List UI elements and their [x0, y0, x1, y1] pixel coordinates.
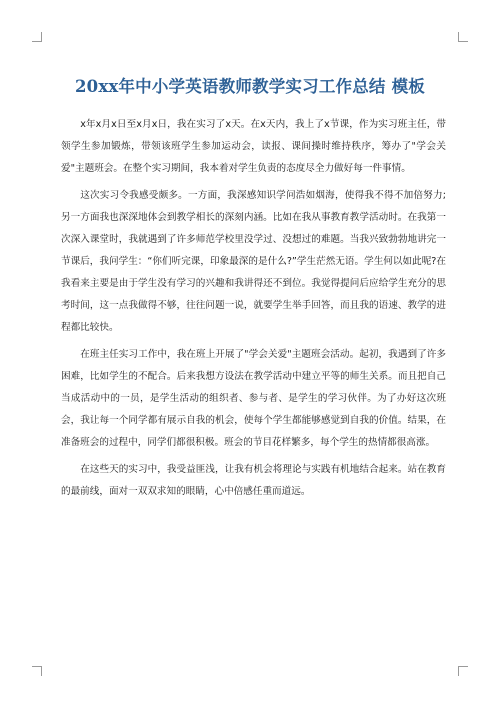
paragraph-3: 在班主任实习工作中，我在班上开展了"学会关爱"主题班会活动。起初，我遇到了许多困难，比如学生的不配合。后来我想方设法在教学活动中建立平等的师生关系。而且把自己当成活动中的一员，是学生活动的组织者、参与者、是学生的学习伙伴。为了办好这次班会，我让每一个同学都有展示自我的机会，使每个学生都能够感觉到自我的价值。结果，在准备班会的过程中，同学们都很积极。班会的节目花样繁多，每个学生的热情都很高涨。: [61, 349, 446, 448]
crop-mark-top-right: [458, 32, 468, 42]
document-title: 20xx年中小学英语教师教学实习工作总结 模板: [75, 77, 425, 97]
paragraph-2: 这次实习令我感受颇多。一方面，我深感知识学问浩如烟海，使得我不得不加倍努力;另一方面我也深深地体会到教学相长的深刻内涵。比如在我从事教育教学活动时。在我第一次深入课堂时，我就遇到了许多师范学校里没学过、没想过的难题。当我兴致勃勃地讲完一节课后，我问学生：“你们听完课，印象最深的是什么?”学生茫然无语。学生何以如此呢?在我看来主要是由于学生没有学习的兴趣和我讲得还不到位。我觉得提问后应给学生充分的思考时间，这一点我做得不够，往往问题一说，就要学生举手回答，而且我的语速、教学的进程都比较快。: [61, 190, 446, 333]
crop-mark-top-left: [32, 32, 42, 42]
paragraph-1: x年x月x日至x月x日，我在实习了x天。在x天内，我上了x节课，作为实习班主任，带领学生参加锻炼，带领该班学生参加运动会，读报、课间操时维持秩序，筹办了"学会关爱"主题班会。在整个实习期间，我本着对学生负责的态度尽全力做好每一件事情。: [61, 119, 446, 174]
document-body: [61, 114, 446, 508]
crop-mark-bottom-left: [32, 666, 42, 676]
paragraph-4: 在这些天的实习中，我受益匪浅，让我有机会将理论与实践有机地结合起来。站在教育的最前线，面对一双双求知的眼睛，心中倍感任重而道远。: [61, 464, 446, 497]
crop-mark-bottom-right: [458, 666, 468, 676]
